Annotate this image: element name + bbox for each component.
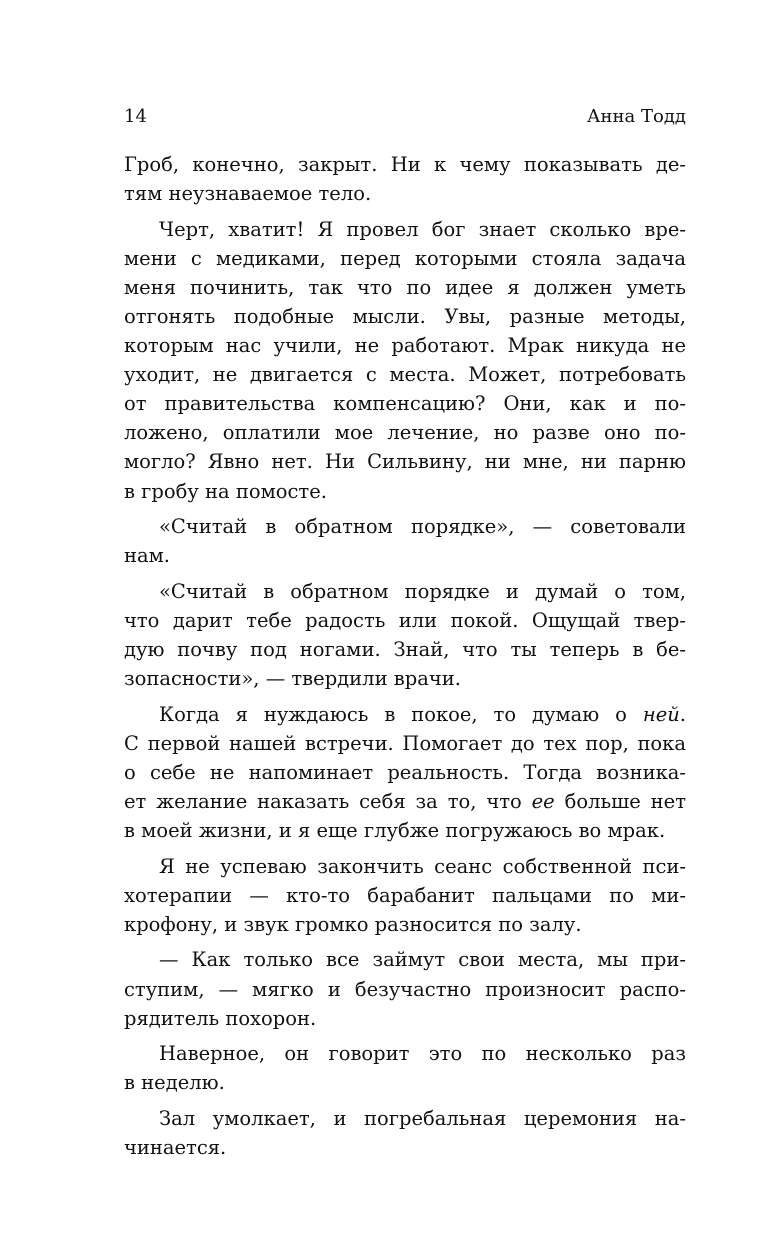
text-run: Зал умолкает, и погребальная церемония на- (159, 1106, 686, 1130)
page-number: 14 (124, 106, 147, 127)
text-line (124, 664, 686, 693)
italic-text: ее (531, 789, 555, 813)
text-run: ет желание наказать себя за то, что (124, 789, 532, 813)
text-line (124, 215, 686, 244)
text-line (124, 852, 686, 881)
text-run: дую почву под ногами. Знай, что ты теперь в бе- (124, 638, 686, 661)
text-run: меня починить, так что по идее я должен уметь (124, 275, 686, 299)
text-run: нам. (124, 544, 170, 568)
text-run: уходит, не двигается с места. Может, потребовать (124, 363, 686, 387)
text-run: от правительства компенсацию? Они, как и по- (124, 392, 686, 416)
text-run: С первой нашей встречи. Помогает до тех пор, пока (124, 731, 686, 755)
text-line (124, 360, 686, 389)
text-run: зопасности», — твердили врачи. (124, 667, 461, 691)
text-run: чинается. (124, 1136, 227, 1159)
text-line (124, 1133, 686, 1162)
text-run: о себе не напоминает реальность. Тогда возника- (124, 760, 686, 784)
text-line (124, 1104, 686, 1133)
text-line (124, 150, 686, 179)
text-line (124, 302, 686, 331)
text-line (124, 541, 686, 570)
text-line (124, 512, 686, 541)
text-line (124, 1068, 686, 1097)
text-run: Черт, хватит! Я провел бог знает сколько вре- (159, 217, 686, 241)
text-run: Наверное, он говорит это по несколько раз (159, 1042, 686, 1066)
text-line (124, 758, 686, 787)
text-run: . (679, 702, 686, 726)
text-line (124, 244, 686, 273)
text-line (124, 331, 686, 360)
text-line (124, 729, 686, 758)
text-run: в неделю. (124, 1071, 225, 1095)
text-run: отгонять подобные мысли. Увы, разные методы, (124, 304, 686, 328)
text-run: крофону, и звук громко разносится по залу. (124, 912, 582, 936)
text-run: Я не успеваю закончить сеанс собственной пси- (159, 854, 686, 878)
italic-text: ней (642, 702, 680, 726)
text-line (124, 447, 686, 476)
text-line (124, 1004, 686, 1033)
text-run: ложено, оплатили мое лечение, но разве оно по- (124, 421, 686, 445)
text-run: рядитель похорон. (124, 1006, 317, 1030)
text-run: в моей жизни, и я еще глубже погружаюсь во мрак. (124, 819, 666, 843)
text-line (124, 179, 686, 208)
text-run: больше нет (554, 789, 687, 813)
text-line (124, 1039, 686, 1068)
running-head-author: Анна Тодд (586, 106, 686, 127)
text-run: могло? Явно нет. Ни Сильвину, ни мне, ни парню (124, 450, 686, 474)
text-line (124, 700, 686, 729)
text-line (124, 787, 686, 816)
text-run: тям неузнаваемое тело. (124, 182, 372, 206)
text-run: «Считай в обратном порядке», — советовали (159, 515, 686, 539)
text-run: Когда я нуждаюсь в покое, то думаю о (159, 702, 643, 726)
text-run: которым нас учили, не работают. Мрак никуда не (124, 334, 686, 358)
text-line (124, 945, 686, 974)
text-run: «Считай в обратном порядке и думай о том, (159, 579, 686, 603)
text-run: мени с медиками, перед которыми стояла задача (124, 246, 686, 270)
text-line (124, 477, 686, 506)
text-line (124, 816, 686, 845)
text-line (124, 418, 686, 447)
text-line (124, 577, 686, 606)
text-line (124, 389, 686, 418)
text-line (124, 606, 686, 635)
text-line (124, 635, 686, 664)
text-run: ступим, — мягко и безучастно произносит распо- (124, 977, 686, 1001)
text-line (124, 881, 686, 910)
text-line (124, 975, 686, 1004)
text-line (124, 910, 686, 939)
text-run: что дарит тебе радость или покой. Ощущай твер- (124, 608, 686, 632)
text-line (124, 273, 686, 302)
text-run: хотерапии — кто-то барабанит пальцами по ми- (124, 883, 686, 907)
text-run: — Как только все займут свои места, мы при- (159, 948, 686, 972)
body-text (124, 150, 686, 1162)
text-run: в гробу на помосте. (124, 479, 327, 503)
text-run: Гроб, конечно, закрыт. Ни к чему показывать де- (124, 153, 686, 176)
